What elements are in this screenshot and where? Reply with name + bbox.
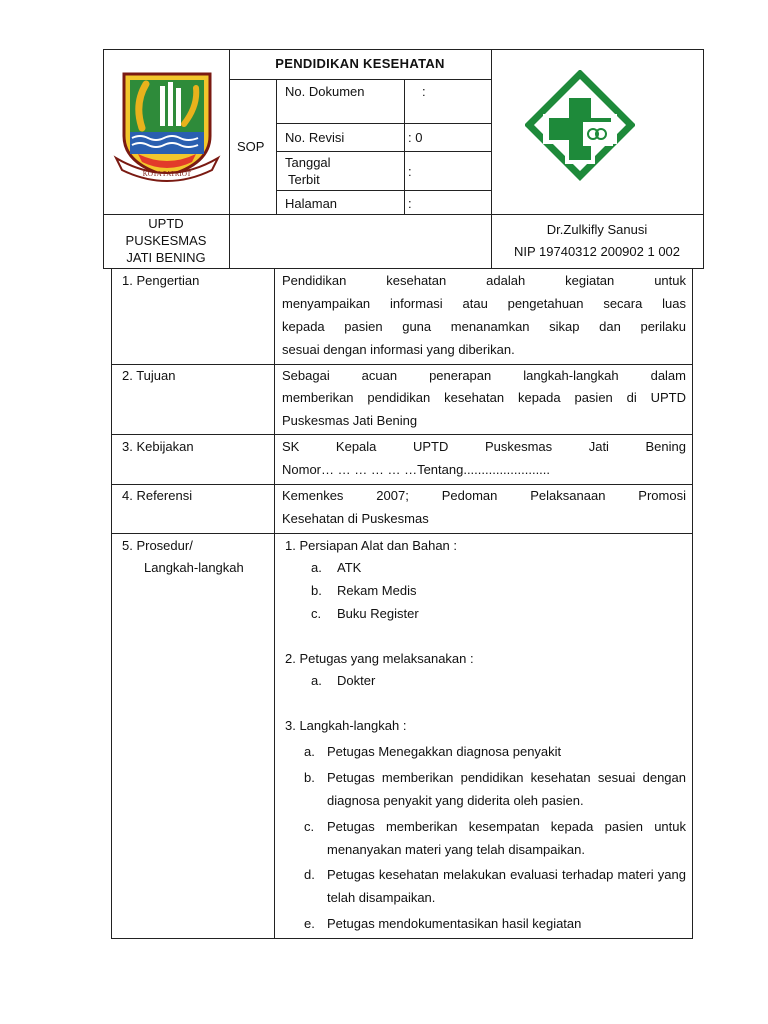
org-line-1: UPTD <box>148 216 184 231</box>
procedure-3e-text: Petugas mendokumentasikan hasil kegiatan <box>327 916 582 931</box>
section-4-line-1: Kemenkes 2007; Pedoman Pelaksanaan Promosi <box>282 488 686 503</box>
meta-label-no-revisi: No. Revisi <box>285 130 345 145</box>
procedure-1a-text: ATK <box>337 560 362 575</box>
meta-label-halaman: Halaman <box>285 196 338 211</box>
section-5-label-line-1: 5. Prosedur/ <box>122 538 193 553</box>
section-3-line-1: SK Kepala UPTD Puskesmas Jati Bening <box>282 439 686 454</box>
meta-value-no-revisi: : 0 <box>408 130 423 145</box>
procedure-3b-mark: b. <box>304 770 315 785</box>
meta-value-tanggal: : <box>408 164 412 179</box>
meta-label-no-dokumen: No. Dokumen <box>285 84 365 99</box>
section-2-line-last: Puskesmas Jati Bening <box>282 413 418 428</box>
section-4-line-last: Kesehatan di Puskesmas <box>282 511 429 526</box>
procedure-1c-text: Buku Register <box>337 606 419 621</box>
meta-label-terbit: Terbit <box>288 172 320 187</box>
procedure-1c-mark: c. <box>311 606 322 621</box>
section-2-line-2: memberikan pendidikan kesehatan kepada pasien di UPTD <box>282 390 686 405</box>
procedure-part-2-title: 2. Petugas yang melaksanakan : <box>285 651 474 666</box>
section-2-label: 2. Tujuan <box>122 368 176 383</box>
meta-value-no-dokumen: : <box>422 84 426 99</box>
org-line-2: PUSKESMAS <box>125 233 207 248</box>
procedure-3c-text: Petugas memberikan kesempatan kepada pasien untuk menanyakan materi yang telah disampaikan. <box>327 819 686 857</box>
section-1-label: 1. Pengertian <box>122 273 200 288</box>
procedure-3a-text: Petugas Menegakkan diagnosa penyakit <box>327 744 562 759</box>
meta-value-halaman: : <box>408 196 412 211</box>
section-3-label: 3. Kebijakan <box>122 439 194 454</box>
section-1-line-last: sesuai dengan informasi yang diberikan. <box>282 342 515 357</box>
signer-name: Dr.Zulkifly Sanusi <box>546 222 648 237</box>
procedure-part-3-title: 3. Langkah-langkah : <box>285 718 407 733</box>
signer-nip: NIP 19740312 200902 1 002 <box>513 244 681 259</box>
procedure-3b-text: Petugas memberikan pendidikan kesehatan sesuai dengan diagnosa penyakit yang diderita oleh pasien. <box>327 770 686 808</box>
section-2-line-1: Sebagai acuan penerapan langkah-langkah dalam <box>282 368 686 383</box>
procedure-part-1-title: 1. Persiapan Alat dan Bahan : <box>285 538 458 553</box>
logo-banner-text: KOTA PATRIOT <box>142 170 192 178</box>
procedure-3d-mark: d. <box>304 867 315 882</box>
section-1-line-3: kepada pasien guna menanamkan sikap dan perilaku <box>282 319 686 334</box>
city-emblem-logo <box>112 66 222 186</box>
procedure-2a-mark: a. <box>311 673 322 688</box>
procedure-3e-mark: e. <box>304 916 315 931</box>
meta-label-tanggal: Tanggal <box>285 155 331 170</box>
sop-label: SOP <box>237 139 265 154</box>
org-line-3: JATI BENING <box>126 250 206 265</box>
procedure-3c-mark: c. <box>304 819 315 834</box>
document-title: PENDIDIKAN KESEHATAN <box>275 56 445 71</box>
section-5-label-line-2: Langkah-langkah <box>144 560 244 575</box>
section-1-line-2: menyampaikan informasi atau pengetahuan secara luas <box>282 296 686 311</box>
section-3-line-last: Nomor… … … … … …Tentang........................ <box>282 462 551 477</box>
section-1-line-1: Pendidikan kesehatan adalah kegiatan untuk <box>282 273 686 288</box>
section-4-label: 4. Referensi <box>122 488 193 503</box>
procedure-1a-mark: a. <box>311 560 322 575</box>
procedure-3d-text: Petugas kesehatan melakukan evaluasi terhadap materi yang telah disampaikan. <box>327 867 686 905</box>
procedure-3a-mark: a. <box>304 744 315 759</box>
procedure-1b-mark: b. <box>311 583 322 598</box>
procedure-2a-text: Dokter <box>337 673 376 688</box>
procedure-1b-text: Rekam Medis <box>337 583 417 598</box>
puskesmas-logo <box>525 70 635 188</box>
